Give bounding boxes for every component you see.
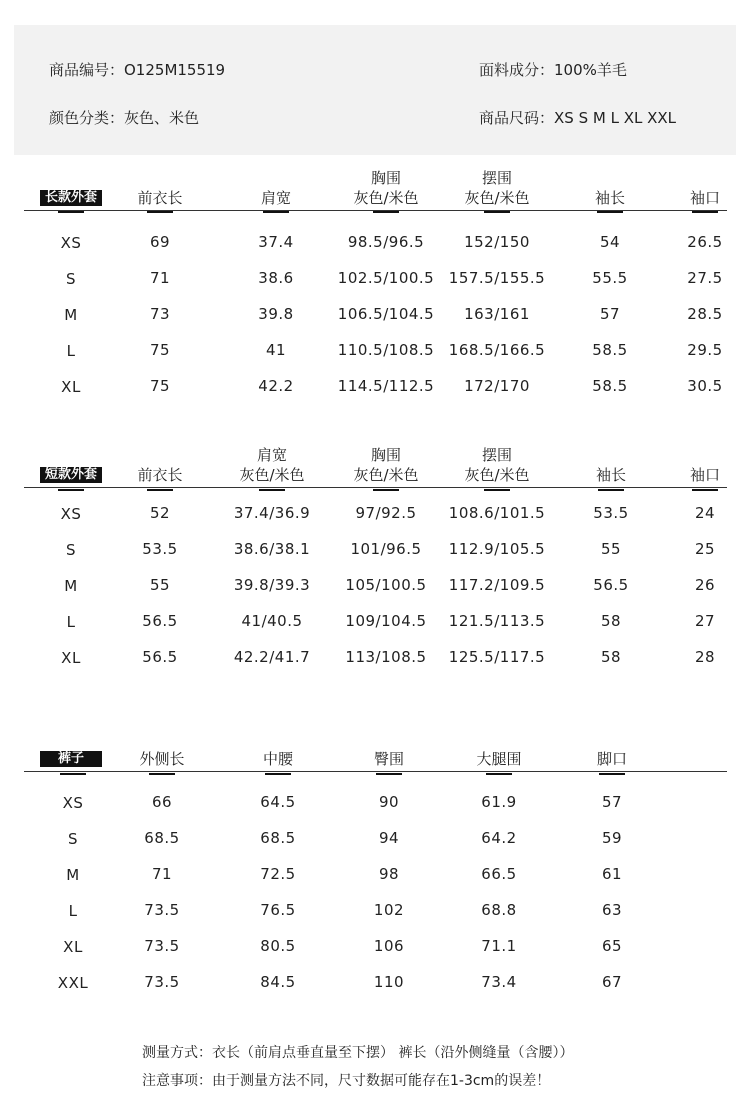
column-header: 脚口 (596, 750, 628, 768)
measurement-value: 71.1 (481, 937, 517, 955)
column-header: 肩宽 (260, 189, 292, 207)
product-info-panel (14, 25, 736, 155)
measurement-value: 27 (694, 612, 716, 630)
measurement-value: 37.4/36.9 (233, 504, 311, 522)
column-header: 灰色/米色 (464, 466, 530, 484)
measurement-value: 106.5/104.5 (337, 305, 435, 323)
column-tick-mark (147, 211, 173, 213)
item-number: 商品编号：O125M15519 (49, 61, 226, 79)
measurement-value: 106 (373, 937, 405, 955)
column-header: 袖长 (595, 466, 627, 484)
measurement-value: 57 (599, 305, 621, 323)
column-header: 灰色/米色 (239, 466, 305, 484)
measurement-value: 56.5 (142, 648, 178, 666)
measurement-value: 55.5 (592, 269, 628, 287)
header-divider (24, 210, 727, 211)
measurement-value: 105/100.5 (345, 576, 427, 594)
size-label: XL (61, 649, 81, 667)
caution-note: 注意事项：由于测量方法不同，尺寸数据可能存在1-3cm的误差！ (142, 1073, 551, 1089)
size-label: S (65, 270, 77, 288)
column-tick-mark (373, 211, 399, 213)
column-tick-mark (60, 773, 86, 775)
measurement-value: 75 (149, 377, 171, 395)
size-options: 商品尺码：XS S M L XL XXL (479, 109, 677, 127)
measurement-value: 94 (378, 829, 400, 847)
column-header: 前衣长 (137, 466, 183, 484)
measurement-value: 114.5/112.5 (337, 377, 435, 395)
measurement-value: 42.2/41.7 (233, 648, 311, 666)
column-header-top: 摆围 (481, 446, 513, 464)
measurement-value: 58.5 (592, 377, 628, 395)
table-category-tag: 裤子 (40, 751, 102, 767)
column-tick-mark (597, 211, 623, 213)
column-tick-mark (263, 211, 289, 213)
measurement-value: 101/96.5 (350, 540, 422, 558)
measurement-value: 58 (600, 648, 622, 666)
size-label: L (68, 902, 78, 920)
measurement-value: 152/150 (464, 233, 530, 251)
header-divider (24, 487, 727, 488)
column-header: 臀围 (373, 750, 405, 768)
measurement-value: 76.5 (260, 901, 296, 919)
measurement-value: 27.5 (687, 269, 723, 287)
measurement-value: 56.5 (142, 612, 178, 630)
size-label: M (64, 306, 78, 324)
measurement-value: 90 (378, 793, 400, 811)
measurement-value: 55 (149, 576, 171, 594)
measurement-value: 53.5 (142, 540, 178, 558)
measurement-value: 73.5 (144, 937, 180, 955)
size-label: L (66, 342, 76, 360)
column-tick-mark (598, 489, 624, 491)
size-label: S (65, 541, 77, 559)
measurement-value: 59 (601, 829, 623, 847)
column-tick-mark (147, 489, 173, 491)
size-label: XS (60, 505, 82, 523)
column-tick-mark (486, 773, 512, 775)
column-tick-mark (484, 211, 510, 213)
measurement-value: 52 (149, 504, 171, 522)
measurement-value: 39.8/39.3 (233, 576, 311, 594)
measurement-value: 24 (694, 504, 716, 522)
column-header-top: 摆围 (481, 169, 513, 187)
column-tick-mark (149, 773, 175, 775)
measurement-value: 38.6 (258, 269, 294, 287)
size-label: XL (63, 938, 83, 956)
measurement-value: 69 (149, 233, 171, 251)
measurement-value: 68.5 (260, 829, 296, 847)
measurement-value: 29.5 (687, 341, 723, 359)
measurement-value: 75 (149, 341, 171, 359)
table-category-tag: 长款外套 (40, 190, 102, 206)
measurement-value: 41 (265, 341, 287, 359)
fabric-composition: 面料成分：100%羊毛 (479, 61, 627, 79)
column-tick-mark (599, 773, 625, 775)
measurement-value: 102.5/100.5 (337, 269, 435, 287)
measurement-value: 55 (600, 540, 622, 558)
measurement-value: 67 (601, 973, 623, 991)
measurement-value: 41/40.5 (241, 612, 303, 630)
measurement-value: 65 (601, 937, 623, 955)
column-header: 袖口 (689, 466, 721, 484)
column-header: 袖口 (689, 189, 721, 207)
measurement-value: 112.9/105.5 (448, 540, 546, 558)
color-options: 颜色分类：灰色、米色 (49, 109, 200, 127)
measurement-value: 63 (601, 901, 623, 919)
measurement-value: 168.5/166.5 (448, 341, 546, 359)
column-tick-mark (259, 489, 285, 491)
measurement-value: 102 (373, 901, 405, 919)
measurement-value: 73 (149, 305, 171, 323)
measurement-value: 73.4 (481, 973, 517, 991)
size-label: XS (62, 794, 84, 812)
measurement-value: 80.5 (260, 937, 296, 955)
table-category-tag: 短款外套 (40, 467, 102, 483)
measurement-value: 73.5 (144, 901, 180, 919)
measurement-value: 163/161 (464, 305, 530, 323)
column-header: 中腰 (262, 750, 294, 768)
measurement-value: 72.5 (260, 865, 296, 883)
measurement-value: 58 (600, 612, 622, 630)
measurement-value: 39.8 (258, 305, 294, 323)
measurement-value: 71 (151, 865, 173, 883)
measurement-value: 64.2 (481, 829, 517, 847)
measurement-value: 108.6/101.5 (448, 504, 546, 522)
column-header-top: 胸围 (370, 446, 402, 464)
header-divider (24, 771, 727, 772)
column-tick-mark (692, 489, 718, 491)
size-label: XXL (57, 974, 89, 992)
measurement-value: 37.4 (258, 233, 294, 251)
measurement-value: 98 (378, 865, 400, 883)
column-header-top: 肩宽 (256, 446, 288, 464)
size-label: S (67, 830, 79, 848)
measurement-value: 61.9 (481, 793, 517, 811)
column-tick-mark (373, 489, 399, 491)
size-label: XL (61, 378, 81, 396)
measurement-value: 66 (151, 793, 173, 811)
measurement-value: 109/104.5 (345, 612, 427, 630)
column-header-top: 胸围 (370, 169, 402, 187)
measurement-value: 64.5 (260, 793, 296, 811)
measurement-value: 172/170 (464, 377, 530, 395)
measurement-value: 71 (149, 269, 171, 287)
column-header: 大腿围 (476, 750, 522, 768)
measurement-value: 66.5 (481, 865, 517, 883)
measurement-value: 54 (599, 233, 621, 251)
measurement-value: 68.8 (481, 901, 517, 919)
column-header: 灰色/米色 (353, 189, 419, 207)
measurement-value: 84.5 (260, 973, 296, 991)
size-label: L (66, 613, 76, 631)
measurement-value: 26.5 (687, 233, 723, 251)
column-header: 前衣长 (137, 189, 183, 207)
measurement-value: 26 (694, 576, 716, 594)
measurement-value: 125.5/117.5 (448, 648, 546, 666)
column-tick-mark (58, 211, 84, 213)
measurement-method-note: 测量方式：衣长（前肩点垂直量至下摆） 裤长（沿外侧缝量（含腰）） (142, 1045, 574, 1061)
size-label: M (64, 577, 78, 595)
measurement-value: 157.5/155.5 (448, 269, 546, 287)
size-label: M (66, 866, 80, 884)
measurement-value: 28 (694, 648, 716, 666)
measurement-value: 30.5 (687, 377, 723, 395)
measurement-value: 73.5 (144, 973, 180, 991)
measurement-value: 28.5 (687, 305, 723, 323)
column-header: 袖长 (594, 189, 626, 207)
column-tick-mark (484, 489, 510, 491)
measurement-value: 38.6/38.1 (233, 540, 311, 558)
column-header: 灰色/米色 (353, 466, 419, 484)
measurement-value: 58.5 (592, 341, 628, 359)
measurement-value: 121.5/113.5 (448, 612, 546, 630)
column-tick-mark (692, 211, 718, 213)
measurement-value: 110.5/108.5 (337, 341, 435, 359)
column-tick-mark (265, 773, 291, 775)
column-header: 灰色/米色 (464, 189, 530, 207)
measurement-value: 61 (601, 865, 623, 883)
column-tick-mark (58, 489, 84, 491)
size-label: XS (60, 234, 82, 252)
column-header: 外侧长 (139, 750, 185, 768)
measurement-value: 53.5 (593, 504, 629, 522)
measurement-value: 25 (694, 540, 716, 558)
measurement-value: 56.5 (593, 576, 629, 594)
measurement-value: 97/92.5 (355, 504, 417, 522)
measurement-value: 42.2 (258, 377, 294, 395)
measurement-value: 57 (601, 793, 623, 811)
measurement-value: 113/108.5 (345, 648, 427, 666)
measurement-value: 98.5/96.5 (347, 233, 425, 251)
measurement-value: 110 (373, 973, 405, 991)
measurement-value: 68.5 (144, 829, 180, 847)
measurement-value: 117.2/109.5 (448, 576, 546, 594)
column-tick-mark (376, 773, 402, 775)
